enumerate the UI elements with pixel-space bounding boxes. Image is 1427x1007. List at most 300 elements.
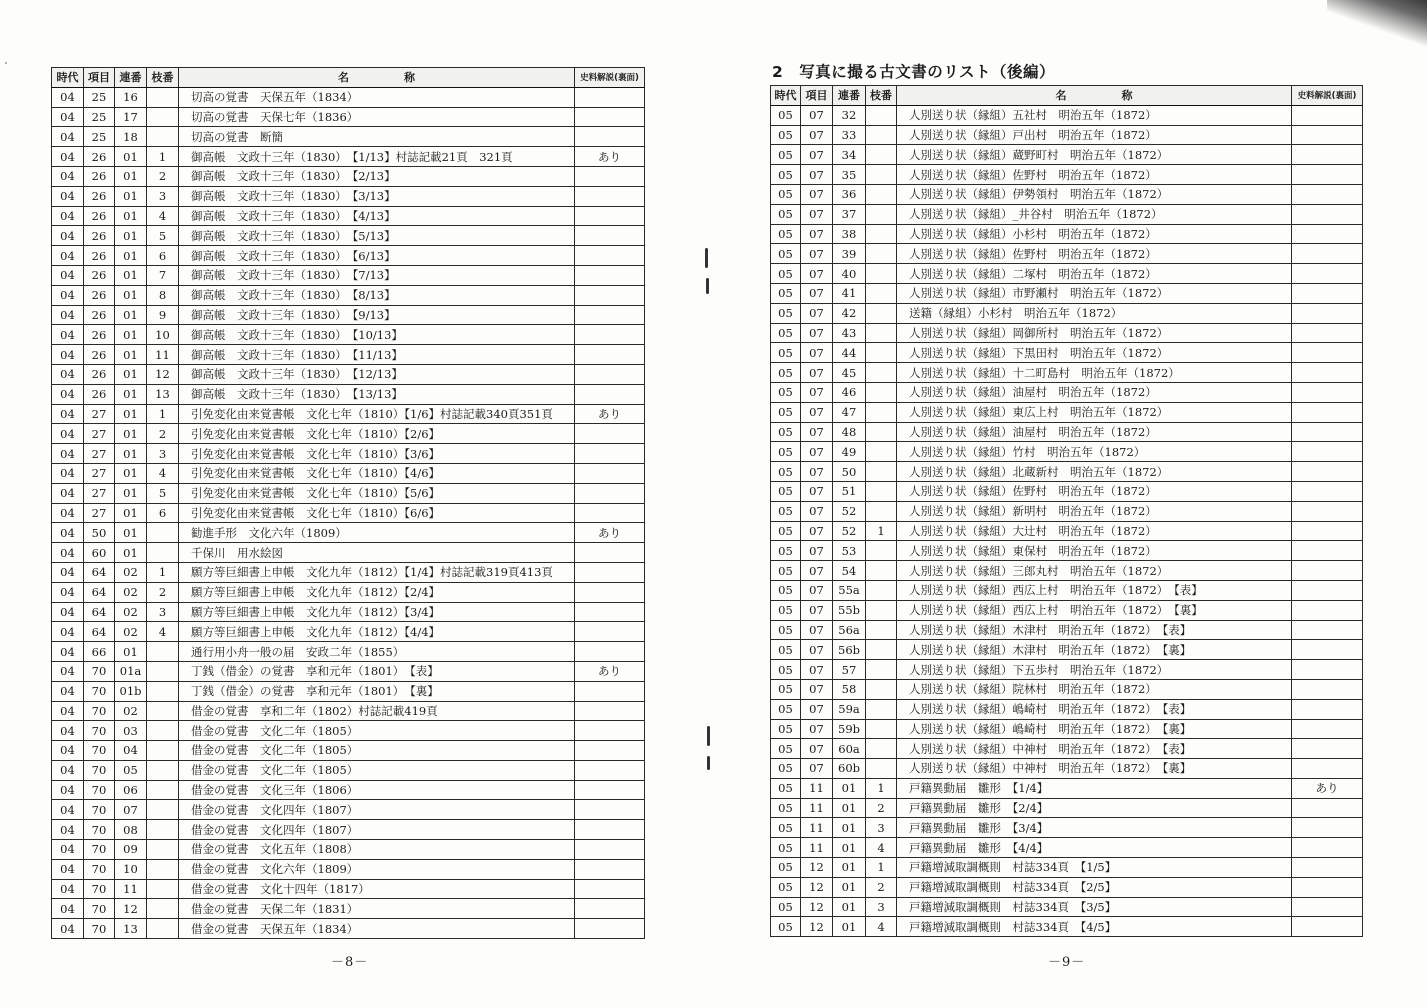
cell-commentary — [1292, 462, 1363, 482]
cell-name: 借金の覚書 文化三年（1806） — [179, 780, 575, 800]
cell-serial: 53 — [833, 541, 866, 561]
cell-item: 26 — [84, 226, 115, 246]
cell-item: 07 — [801, 660, 833, 680]
cell-sub-number: 2 — [147, 166, 179, 186]
cell-serial: 01a — [115, 661, 147, 681]
table-row — [771, 600, 1363, 620]
cell-era: 05 — [771, 303, 801, 323]
table-row — [771, 184, 1363, 204]
cell-commentary — [575, 107, 645, 127]
cell-name: 借金の覚書 文化四年（1807） — [179, 820, 575, 840]
table-row — [52, 899, 645, 919]
cell-commentary — [1292, 620, 1363, 640]
cell-item: 07 — [801, 699, 833, 719]
cell-sub-number — [866, 719, 897, 739]
cell-era: 05 — [771, 877, 801, 897]
cell-name: 御高帳 文政十三年（1830） 【10/13】 — [179, 325, 575, 345]
table-row — [771, 402, 1363, 422]
cell-item: 07 — [801, 759, 833, 779]
cell-name: 戸籍増減取調概則 村誌334頁 【2/5】 — [897, 877, 1292, 897]
cell-sub-number — [866, 739, 897, 759]
table-row — [52, 602, 645, 622]
cell-commentary — [1292, 858, 1363, 878]
table-row — [771, 145, 1363, 165]
cell-serial: 45 — [833, 363, 866, 383]
cell-serial: 01 — [115, 265, 147, 285]
cell-commentary — [575, 582, 645, 602]
cell-serial: 46 — [833, 382, 866, 402]
cell-item: 12 — [801, 917, 833, 937]
cell-era: 04 — [52, 384, 84, 404]
cell-name: 御高帳 文政十三年（1830） 【6/13】 — [179, 246, 575, 266]
cell-commentary — [1292, 264, 1363, 284]
cell-name: 切高の覚書 天保五年（1834） — [179, 87, 575, 107]
cell-serial: 41 — [833, 283, 866, 303]
page-number: －8－ — [331, 955, 369, 970]
cell-name: 人別送り状（縁組）東保村 明治五年（1872） — [897, 541, 1292, 561]
cell-commentary — [1292, 640, 1363, 660]
cell-commentary — [1292, 343, 1363, 363]
cell-era: 05 — [771, 244, 801, 264]
cell-era: 04 — [52, 760, 84, 780]
cell-item: 70 — [84, 701, 115, 721]
cell-serial: 01 — [115, 424, 147, 444]
cell-sub-number — [866, 699, 897, 719]
cell-serial: 01b — [115, 681, 147, 701]
table-row — [52, 701, 645, 721]
cell-sub-number: 3 — [147, 602, 179, 622]
cell-serial: 01 — [115, 285, 147, 305]
cell-sub-number: 1 — [147, 147, 179, 167]
table-row — [52, 622, 645, 642]
table-row — [771, 224, 1363, 244]
cell-serial: 03 — [115, 721, 147, 741]
cell-name: 戸籍異動届 雛形 【3/4】 — [897, 818, 1292, 838]
cell-item: 27 — [84, 424, 115, 444]
table-row — [52, 424, 645, 444]
cell-commentary — [1292, 382, 1363, 402]
cell-era: 04 — [52, 107, 84, 127]
cell-era: 04 — [52, 305, 84, 325]
cell-era: 04 — [52, 859, 84, 879]
cell-era: 05 — [771, 501, 801, 521]
cell-commentary: あり — [575, 523, 645, 543]
cell-item: 07 — [801, 501, 833, 521]
cell-item: 70 — [84, 661, 115, 681]
cell-name: 人別送り状（縁組）伊勢領村 明治五年（1872） — [897, 184, 1292, 204]
cell-era: 04 — [52, 661, 84, 681]
cell-commentary — [1292, 699, 1363, 719]
cell-commentary — [1292, 521, 1363, 541]
cell-sub-number — [147, 780, 179, 800]
table-row — [52, 206, 645, 226]
cell-item: 27 — [84, 404, 115, 424]
cell-sub-number: 5 — [147, 483, 179, 503]
cell-era: 05 — [771, 165, 801, 185]
table-row — [52, 582, 645, 602]
cell-commentary — [575, 206, 645, 226]
cell-item: 07 — [801, 244, 833, 264]
binding-mark — [705, 248, 708, 268]
table-row — [52, 879, 645, 899]
cell-commentary — [575, 919, 645, 939]
table-row — [52, 543, 645, 563]
cell-serial: 56b — [833, 640, 866, 660]
cell-sub-number — [866, 323, 897, 343]
cell-item: 07 — [801, 283, 833, 303]
cell-serial: 12 — [115, 899, 147, 919]
cell-serial: 01 — [115, 186, 147, 206]
table-row — [52, 840, 645, 860]
cell-commentary — [575, 246, 645, 266]
cell-sub-number — [866, 640, 897, 660]
table-row — [771, 442, 1363, 462]
table-body — [52, 87, 645, 938]
cell-name: 借金の覚書 文化二年（1805） — [179, 760, 575, 780]
cell-serial: 18 — [115, 127, 147, 147]
cell-item: 26 — [84, 246, 115, 266]
cell-era: 04 — [52, 127, 84, 147]
cell-item: 70 — [84, 681, 115, 701]
cell-name: 借金の覚書 天保五年（1834） — [179, 919, 575, 939]
cell-serial: 02 — [115, 562, 147, 582]
cell-commentary — [1292, 719, 1363, 739]
cell-commentary — [575, 364, 645, 384]
table-row — [52, 127, 645, 147]
cell-item: 11 — [801, 838, 833, 858]
cell-era: 04 — [52, 642, 84, 662]
cell-era: 05 — [771, 858, 801, 878]
cell-sub-number — [866, 224, 897, 244]
cell-serial: 59a — [833, 699, 866, 719]
cell-serial: 40 — [833, 264, 866, 284]
cell-name: 御高帳 文政十三年（1830） 【12/13】 — [179, 364, 575, 384]
table-row — [52, 483, 645, 503]
cell-sub-number: 4 — [147, 206, 179, 226]
cell-serial: 32 — [833, 105, 866, 125]
cell-commentary: あり — [575, 404, 645, 424]
cell-name: 戸籍異動届 雛形 【4/4】 — [897, 838, 1292, 858]
cell-commentary — [575, 127, 645, 147]
cell-era: 04 — [52, 246, 84, 266]
cell-item: 26 — [84, 147, 115, 167]
cell-serial: 01 — [833, 818, 866, 838]
cell-commentary — [575, 800, 645, 820]
header-sub-number: 枝番 — [866, 86, 897, 106]
cell-serial: 01 — [115, 483, 147, 503]
cell-commentary — [575, 305, 645, 325]
cell-sub-number — [866, 660, 897, 680]
cell-commentary — [575, 681, 645, 701]
table-row — [52, 404, 645, 424]
cell-commentary — [575, 325, 645, 345]
cell-commentary — [1292, 759, 1363, 779]
cell-commentary — [1292, 739, 1363, 759]
cell-era: 05 — [771, 739, 801, 759]
cell-commentary — [575, 444, 645, 464]
table-row — [52, 859, 645, 879]
cell-sub-number: 10 — [147, 325, 179, 345]
cell-item: 50 — [84, 523, 115, 543]
cell-item: 25 — [84, 87, 115, 107]
cell-sub-number — [866, 303, 897, 323]
cell-sub-number: 1 — [866, 778, 897, 798]
cell-sub-number — [866, 600, 897, 620]
cell-commentary: あり — [575, 661, 645, 681]
cell-serial: 37 — [833, 204, 866, 224]
cell-item: 07 — [801, 442, 833, 462]
table-row — [771, 343, 1363, 363]
cell-era: 04 — [52, 503, 84, 523]
cell-era: 05 — [771, 818, 801, 838]
cell-sub-number: 2 — [866, 877, 897, 897]
table-row — [771, 798, 1363, 818]
cell-sub-number — [866, 759, 897, 779]
cell-commentary — [575, 562, 645, 582]
cell-era: 04 — [52, 800, 84, 820]
cell-serial: 08 — [115, 820, 147, 840]
table-row — [771, 323, 1363, 343]
table-row — [771, 422, 1363, 442]
cell-name: 願方等巨細書上申帳 文化九年（1812）【1/4】村誌記載319頁413頁 — [179, 562, 575, 582]
cell-serial: 17 — [115, 107, 147, 127]
cell-item: 07 — [801, 521, 833, 541]
cell-serial: 13 — [115, 919, 147, 939]
cell-item: 26 — [84, 186, 115, 206]
binding-mark — [707, 726, 710, 746]
table-row — [52, 166, 645, 186]
cell-commentary — [575, 879, 645, 899]
table-row — [52, 760, 645, 780]
cell-era: 05 — [771, 105, 801, 125]
cell-commentary — [1292, 917, 1363, 937]
header-name: 名 称 — [179, 68, 575, 88]
cell-serial: 57 — [833, 660, 866, 680]
cell-sub-number — [866, 283, 897, 303]
table-row — [771, 561, 1363, 581]
cell-serial: 59b — [833, 719, 866, 739]
cell-serial: 01 — [115, 384, 147, 404]
cell-sub-number — [866, 679, 897, 699]
cell-serial: 01 — [115, 444, 147, 464]
cell-item: 70 — [84, 840, 115, 860]
cell-name: 借金の覚書 享和二年（1802）村誌記載419頁 — [179, 701, 575, 721]
cell-commentary — [1292, 660, 1363, 680]
cell-era: 05 — [771, 462, 801, 482]
cell-commentary — [575, 503, 645, 523]
cell-commentary — [575, 226, 645, 246]
cell-sub-number — [866, 541, 897, 561]
cell-commentary — [575, 265, 645, 285]
cell-commentary — [1292, 105, 1363, 125]
cell-sub-number — [147, 899, 179, 919]
cell-sub-number — [866, 620, 897, 640]
cell-commentary — [575, 463, 645, 483]
cell-serial: 01 — [833, 858, 866, 878]
cell-sub-number — [866, 501, 897, 521]
table-row — [52, 107, 645, 127]
cell-name: 御高帳 文政十三年（1830） 【2/13】 — [179, 166, 575, 186]
cell-era: 04 — [52, 840, 84, 860]
cell-era: 04 — [52, 364, 84, 384]
table-row — [771, 283, 1363, 303]
table-row — [52, 364, 645, 384]
cell-sub-number — [866, 204, 897, 224]
table-row — [52, 800, 645, 820]
cell-sub-number: 3 — [866, 897, 897, 917]
cell-era: 04 — [52, 721, 84, 741]
cell-item: 07 — [801, 541, 833, 561]
header-commentary: 史料解説(裏面) — [575, 68, 645, 88]
cell-name: 人別送り状（縁組）小杉村 明治五年（1872） — [897, 224, 1292, 244]
cell-name: 切高の覚書 天保七年（1836） — [179, 107, 575, 127]
cell-name: 御高帳 文政十三年（1830） 【11/13】 — [179, 345, 575, 365]
cell-sub-number: 6 — [147, 246, 179, 266]
cell-item: 07 — [801, 620, 833, 640]
cell-serial: 05 — [115, 760, 147, 780]
cell-serial: 01 — [833, 798, 866, 818]
cell-era: 04 — [52, 582, 84, 602]
cell-commentary — [1292, 224, 1363, 244]
table-row — [52, 226, 645, 246]
table-row — [771, 125, 1363, 145]
cell-era: 05 — [771, 580, 801, 600]
cell-sub-number: 4 — [866, 838, 897, 858]
right-page — [713, 0, 1427, 1007]
cell-sub-number — [866, 264, 897, 284]
cell-sub-number: 3 — [866, 818, 897, 838]
cell-commentary — [1292, 303, 1363, 323]
cell-sub-number — [866, 125, 897, 145]
cell-era: 04 — [52, 424, 84, 444]
table-row — [771, 264, 1363, 284]
cell-sub-number — [866, 363, 897, 383]
cell-sub-number — [147, 642, 179, 662]
table-row — [52, 820, 645, 840]
cell-commentary: あり — [575, 147, 645, 167]
cell-item: 70 — [84, 899, 115, 919]
cell-item: 70 — [84, 760, 115, 780]
cell-commentary — [1292, 204, 1363, 224]
cell-era: 05 — [771, 481, 801, 501]
cell-commentary — [575, 741, 645, 761]
table-row — [52, 562, 645, 582]
table-row — [771, 838, 1363, 858]
cell-name: 引免変化由来覚書帳 文化七年（1810）【6/6】 — [179, 503, 575, 523]
cell-name: 戸籍増減取調概則 村誌334頁 【3/5】 — [897, 897, 1292, 917]
cell-item: 26 — [84, 305, 115, 325]
cell-name: 人別送り状（縁組）西広上村 明治五年（1872） 【表】 — [897, 580, 1292, 600]
cell-era: 05 — [771, 224, 801, 244]
table-row — [52, 523, 645, 543]
cell-sub-number — [866, 184, 897, 204]
cell-commentary — [1292, 363, 1363, 383]
cell-commentary — [1292, 897, 1363, 917]
cell-era: 04 — [52, 206, 84, 226]
cell-era: 05 — [771, 204, 801, 224]
cell-name: 通行用小舟一般の届 安政二年（1855） — [179, 642, 575, 662]
cell-sub-number — [147, 760, 179, 780]
header-name: 名 称 — [897, 86, 1292, 106]
cell-commentary — [575, 642, 645, 662]
cell-sub-number: 3 — [147, 186, 179, 206]
cell-item: 11 — [801, 778, 833, 798]
cell-name: 人別送り状（縁組）嶋崎村 明治五年（1872） 【表】 — [897, 699, 1292, 719]
table-row — [771, 580, 1363, 600]
cell-serial: 06 — [115, 780, 147, 800]
cell-sub-number — [147, 87, 179, 107]
cell-sub-number: 9 — [147, 305, 179, 325]
table-row — [771, 165, 1363, 185]
cell-sub-number — [866, 580, 897, 600]
cell-commentary — [575, 483, 645, 503]
cell-serial: 55a — [833, 580, 866, 600]
cell-commentary — [1292, 679, 1363, 699]
cell-commentary — [575, 345, 645, 365]
cell-item: 70 — [84, 741, 115, 761]
cell-serial: 42 — [833, 303, 866, 323]
cell-sub-number — [147, 820, 179, 840]
cell-serial: 01 — [115, 642, 147, 662]
cell-name: 人別送り状（縁組）新明村 明治五年（1872） — [897, 501, 1292, 521]
cell-serial: 01 — [115, 463, 147, 483]
cell-item: 70 — [84, 919, 115, 939]
cell-name: 御高帳 文政十三年（1830） 【5/13】 — [179, 226, 575, 246]
cell-name: 人別送り状（縁組）大辻村 明治五年（1872） — [897, 521, 1292, 541]
cell-era: 04 — [52, 285, 84, 305]
cell-era: 05 — [771, 798, 801, 818]
cell-sub-number — [147, 859, 179, 879]
table-row — [52, 721, 645, 741]
cell-item: 26 — [84, 325, 115, 345]
cell-name: 御高帳 文政十三年（1830） 【13/13】 — [179, 384, 575, 404]
cell-name: 人別送り状（縁組）中神村 明治五年（1872） 【裏】 — [897, 759, 1292, 779]
cell-name: 送籍（縁組）小杉村 明治五年（1872） — [897, 303, 1292, 323]
cell-serial: 50 — [833, 462, 866, 482]
cell-serial: 52 — [833, 501, 866, 521]
table-row — [52, 463, 645, 483]
cell-serial: 01 — [833, 917, 866, 937]
cell-item: 27 — [84, 463, 115, 483]
cell-name: 人別送り状（縁組）油屋村 明治五年（1872） — [897, 422, 1292, 442]
table-row — [52, 741, 645, 761]
cell-serial: 01 — [115, 305, 147, 325]
cell-commentary — [575, 701, 645, 721]
cell-sub-number — [866, 402, 897, 422]
cell-name: 借金の覚書 文化四年（1807） — [179, 800, 575, 820]
cell-serial: 36 — [833, 184, 866, 204]
cell-serial: 48 — [833, 422, 866, 442]
cell-sub-number: 12 — [147, 364, 179, 384]
cell-item: 07 — [801, 739, 833, 759]
cell-sub-number: 8 — [147, 285, 179, 305]
cell-commentary — [1292, 165, 1363, 185]
cell-name: 丁銭（借金）の覚書 享和元年（1801） 【表】 — [179, 661, 575, 681]
cell-era: 05 — [771, 759, 801, 779]
cell-sub-number: 4 — [147, 622, 179, 642]
cell-era: 05 — [771, 125, 801, 145]
cell-commentary — [1292, 798, 1363, 818]
cell-sub-number: 4 — [866, 917, 897, 937]
cell-name: 御高帳 文政十三年（1830） 【4/13】 — [179, 206, 575, 226]
header-serial: 連番 — [833, 86, 866, 106]
cell-name: 勧進手形 文化六年（1809） — [179, 523, 575, 543]
cell-sub-number — [147, 840, 179, 860]
cell-name: 引免変化由来覚書帳 文化七年（1810）【2/6】 — [179, 424, 575, 444]
cell-serial: 01 — [115, 147, 147, 167]
cell-name: 引免変化由来覚書帳 文化七年（1810）【5/6】 — [179, 483, 575, 503]
table-row — [771, 759, 1363, 779]
